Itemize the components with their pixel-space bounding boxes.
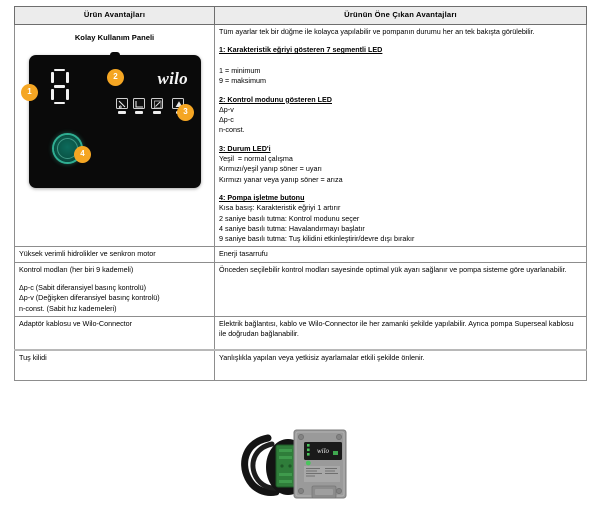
section-4-line-2: 4 saniye basılı tutma: Havalandırmayı başlatır xyxy=(219,223,365,233)
modes-line-3: Δp-v (Değişken diferansiyel basınç kontrolü) xyxy=(19,293,160,303)
mode-item-dp-v xyxy=(115,98,128,114)
seven-segment-display-icon xyxy=(48,69,72,105)
section-2-line-2: n-const. xyxy=(219,125,245,135)
n-const-icon xyxy=(151,98,163,109)
section-1-line-1: 1 = minimum xyxy=(219,65,261,75)
svg-text:wilo: wilo xyxy=(316,447,330,455)
section-3-line-1: Kırmızı/yeşil yanıp söner = uyarı xyxy=(219,164,322,174)
section-heading-4: 4: Pompa işletme butonu xyxy=(219,193,305,203)
mode-indicator-row xyxy=(115,98,185,115)
column-header-key-advantages: Ürünün Öne Çıkan Avantajları xyxy=(215,7,587,25)
control-panel-illustration xyxy=(19,46,215,198)
panel-title: Kolay Kullanım Paneli xyxy=(74,32,155,42)
section-4-line-1: 2 saniye basılı tutma: Kontrol modunu seçer xyxy=(219,213,360,223)
dp-v-curve-icon xyxy=(116,98,128,109)
callout-badge-4: 4 xyxy=(74,146,91,163)
section-2-line-0: Δp-v xyxy=(219,104,234,114)
section-1-line-0 xyxy=(219,56,582,66)
dp-c-led xyxy=(135,111,143,114)
cell-modes-left xyxy=(15,262,215,316)
table-row xyxy=(15,247,587,262)
section-heading-2: 2: Kontrol modunu gösteren LED xyxy=(219,94,332,104)
dp-v-led xyxy=(118,111,126,114)
section-3-line-2: Kırmızı yanar veya yanıp söner = arıza xyxy=(219,174,343,184)
cell-panel-right xyxy=(215,24,587,247)
modes-line-4: n-const. (Sabit hız kademeleri) xyxy=(19,303,117,313)
cell-adapter-left: Adaptör kablosu ve Wilo-Connector xyxy=(15,316,215,350)
callout-badge-1: 1 xyxy=(21,84,38,101)
cell-motor-left: Yüksek verimli hidrolikler ve senkron motor xyxy=(15,247,215,262)
section-4-line-3: 9 saniye basılı tutma: Tuş kilidini etkinleştirir/devre dışı bırakır xyxy=(219,234,415,244)
callout-badge-2: 2 xyxy=(107,69,124,86)
table-header-row xyxy=(15,7,587,25)
specification-table xyxy=(14,6,587,381)
cell-modes-right: Önceden seçilebilir kontrol modları sayesinde optimal yük ayarı sağlanır ve pompa sisteme göre uyarlanabilir. xyxy=(215,262,587,316)
intro-text: Tüm ayarlar tek bir düğme ile kolayca yapılabilir ve pompanın durumu her an tek bakışta görülebilir. xyxy=(219,26,535,36)
panel-notch xyxy=(110,52,120,58)
cell-keylock-left: Tuş kilidi xyxy=(15,350,215,380)
section-heading-3: 3: Durum LED'i xyxy=(219,143,271,153)
mode-item-n-const xyxy=(150,98,163,114)
section-3-line-0: Yeşil = normal çalışma xyxy=(219,154,293,164)
section-1-line-2: 9 = maksimum xyxy=(219,76,266,86)
callout-badge-3: 3 xyxy=(177,104,194,121)
wilo-logo: wilo xyxy=(157,68,188,88)
mode-item-dp-c xyxy=(133,98,146,114)
section-heading-1: 1: Karakteristik eğriyi gösteren 7 segmentli LED xyxy=(219,45,383,55)
table-row xyxy=(15,262,587,316)
pump-product-photo xyxy=(232,422,368,506)
n-const-led xyxy=(153,111,161,114)
cell-keylock-right: Yanlışlıkla yapılan veya yetkisiz ayarlamalar etkili şekilde önlenir. xyxy=(215,350,587,380)
modes-line-2: Δp-c (Sabit diferansiyel basınç kontrolü) xyxy=(19,283,147,293)
cell-panel-left xyxy=(15,24,215,247)
specification-table-wrapper xyxy=(14,6,586,381)
table-row xyxy=(15,316,587,350)
section-4-line-0: Kısa basış: Karakteristik eğriyi 1 artırır xyxy=(219,203,341,213)
cell-motor-right: Enerji tasarrufu xyxy=(215,247,587,262)
dp-c-curve-icon xyxy=(133,98,145,109)
column-header-advantages: Ürün Avantajları xyxy=(15,7,215,25)
table-row xyxy=(15,350,587,380)
modes-line-0: Kontrol modları (her biri 9 kademeli) xyxy=(19,264,134,274)
cell-adapter-right: Elektrik bağlantısı, kablo ve Wilo-Connector ile her zamanki şekilde yapılabilir. Ayrıca pompa Superseal kablosu ile doğrudan bağlanabilir. xyxy=(215,316,587,350)
section-2-line-1: Δp-c xyxy=(219,115,234,125)
table-row xyxy=(15,24,587,247)
